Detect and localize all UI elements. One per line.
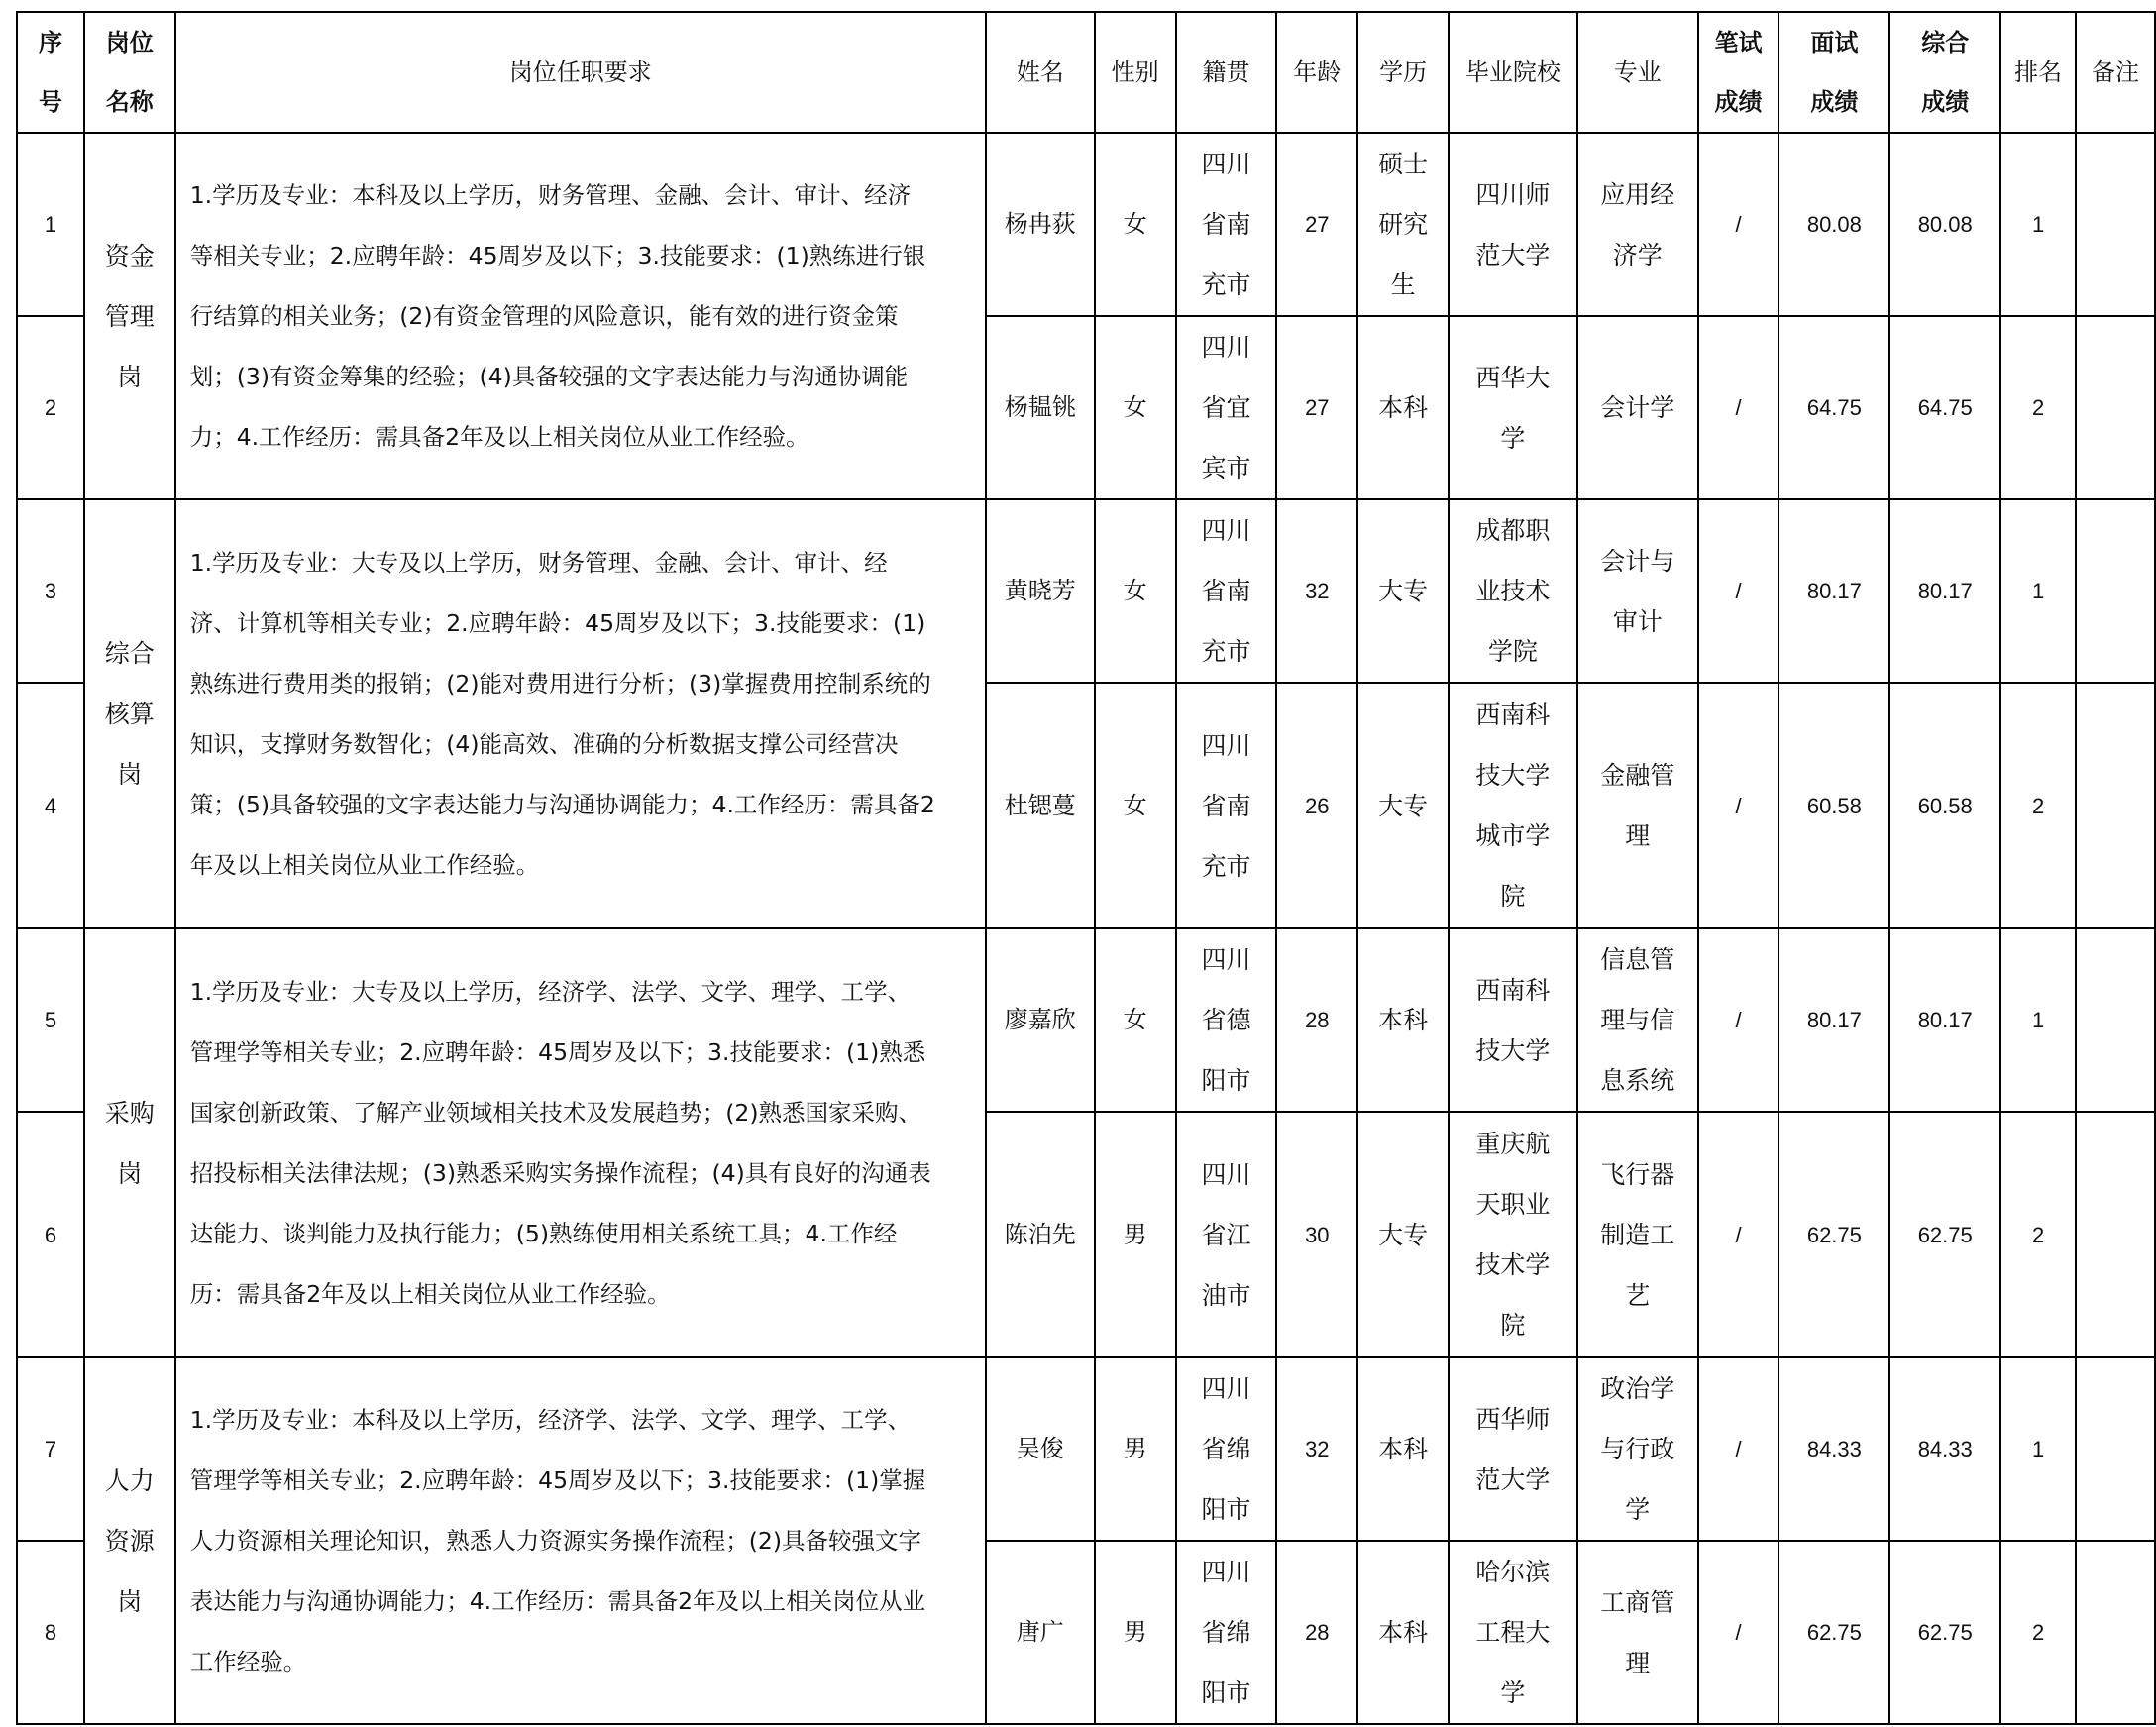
remark-cell	[2076, 133, 2155, 316]
gender-cell: 男	[1095, 1541, 1176, 1724]
hometown-line: 省南	[1201, 577, 1251, 605]
rank-cell: 1	[2000, 928, 2076, 1112]
rank-cell: 2	[2000, 316, 2076, 499]
header-school: 毕业院校	[1449, 12, 1577, 133]
header-remark: 备注	[2076, 12, 2155, 133]
rank-cell: 2	[2000, 1541, 2076, 1724]
major-cell	[1577, 1357, 1698, 1541]
major-cell	[1577, 133, 1698, 316]
total-score-cell: 84.33	[1889, 1357, 2000, 1541]
interview-score-cell: 80.17	[1779, 928, 1889, 1112]
requirement-line: 知识，支撑财务数智化；(4)能高效、准确的分析数据支撑公司经营决	[189, 729, 899, 758]
name-cell: 黄晓芳	[986, 499, 1095, 683]
name-cell: 吴俊	[986, 1357, 1095, 1541]
school-line: 范大学	[1475, 1464, 1551, 1494]
interview-score-cell: 64.75	[1779, 316, 1889, 499]
education-line: 大专	[1378, 577, 1429, 605]
name-cell: 杜锶蔓	[986, 683, 1095, 928]
total-score-cell: 60.58	[1889, 683, 2000, 928]
requirement-line: 管理学等相关专业；2.应聘年龄：45周岁及以下；3.技能要求：(1)掌握	[189, 1465, 926, 1494]
hometown-line: 阳市	[1201, 1066, 1251, 1095]
header-hometown: 籍贯	[1176, 12, 1277, 133]
requirement-line: 划；(3)有资金筹集的经验；(4)具备较强的文字表达能力与沟通协调能	[189, 362, 909, 390]
written-score-cell: /	[1698, 1541, 1779, 1724]
header-gender: 性别	[1095, 12, 1176, 133]
name-cell: 陈泊先	[986, 1112, 1095, 1357]
hometown-line: 充市	[1201, 637, 1251, 666]
position-name-line: 管理	[104, 301, 155, 331]
table-row	[17, 1357, 2155, 1541]
school-cell	[1449, 316, 1577, 499]
hometown-line: 宾市	[1201, 454, 1251, 483]
requirement-line: 国家创新政策、了解产业领域相关技术及发展趋势；(2)熟悉国家采购、	[189, 1098, 922, 1127]
education-cell	[1357, 1541, 1449, 1724]
age-cell: 30	[1276, 1112, 1357, 1357]
name-cell: 杨冉荻	[986, 133, 1095, 316]
requirement-line: 行结算的相关业务；(2)有资金管理的风险意识，能有效的进行资金策	[189, 301, 899, 330]
interview-score-cell: 80.08	[1779, 133, 1889, 316]
hometown-line: 充市	[1201, 851, 1251, 881]
position-name-line: 资金	[104, 241, 155, 270]
written-score-cell: /	[1698, 133, 1779, 316]
major-line: 工商管	[1600, 1587, 1675, 1617]
school-line: 学	[1500, 423, 1526, 453]
header-rank: 排名	[2000, 12, 2076, 133]
table-body	[17, 133, 2155, 1724]
major-cell	[1577, 1112, 1698, 1357]
hometown-cell	[1176, 1541, 1277, 1724]
seq-cell: 4	[17, 683, 84, 928]
requirement-line: 等相关专业；2.应聘年龄：45周岁及以下；3.技能要求：(1)熟练进行银	[189, 241, 926, 270]
school-line: 业技术	[1475, 577, 1551, 605]
school-cell	[1449, 1112, 1577, 1357]
name-cell: 廖嘉欣	[986, 928, 1095, 1112]
header-total-score: 综合 成绩	[1889, 12, 2000, 133]
rank-cell: 1	[2000, 499, 2076, 683]
hometown-line: 充市	[1201, 270, 1251, 299]
major-line: 政治学	[1600, 1374, 1675, 1403]
school-line: 哈尔滨	[1475, 1558, 1551, 1586]
rank-cell: 2	[2000, 1112, 2076, 1357]
major-line: 会计学	[1600, 393, 1675, 422]
header-row	[17, 12, 2155, 133]
rank-cell: 2	[2000, 683, 2076, 928]
requirements-cell	[175, 1357, 986, 1724]
education-cell	[1357, 133, 1449, 316]
hometown-line: 油市	[1201, 1280, 1251, 1310]
seq-cell: 2	[17, 316, 84, 499]
major-cell	[1577, 499, 1698, 683]
remark-cell	[2076, 1541, 2155, 1724]
hometown-line: 省德	[1201, 1006, 1251, 1034]
school-cell	[1449, 928, 1577, 1112]
hometown-line: 省绵	[1201, 1435, 1251, 1463]
position-name-line: 采购	[104, 1098, 155, 1128]
header-requirements: 岗位任职要求	[175, 12, 986, 133]
position-name-cell	[84, 1357, 175, 1724]
remark-cell	[2076, 1112, 2155, 1357]
total-score-cell: 80.08	[1889, 133, 2000, 316]
position-name-line: 综合	[104, 639, 155, 668]
gender-cell: 男	[1095, 1112, 1176, 1357]
requirements-cell	[175, 133, 986, 499]
seq-cell: 7	[17, 1357, 84, 1541]
gender-cell: 女	[1095, 499, 1176, 683]
age-cell: 28	[1276, 1541, 1357, 1724]
hometown-line: 四川	[1201, 1558, 1251, 1586]
written-score-cell: /	[1698, 928, 1779, 1112]
age-cell: 28	[1276, 928, 1357, 1112]
remark-cell	[2076, 683, 2155, 928]
education-cell	[1357, 928, 1449, 1112]
position-name-line: 岗	[117, 1586, 143, 1616]
requirement-line: 1.学历及专业：本科及以上学历，经济学、法学、文学、理学、工学、	[189, 1405, 912, 1434]
hometown-line: 四川	[1201, 516, 1251, 545]
hometown-line: 四川	[1201, 730, 1251, 760]
hometown-line: 省江	[1201, 1220, 1251, 1249]
interview-score-cell: 80.17	[1779, 499, 1889, 683]
written-score-cell: /	[1698, 1112, 1779, 1357]
education-line: 大专	[1378, 1220, 1429, 1249]
school-line: 技术学	[1475, 1250, 1551, 1279]
education-line: 本科	[1378, 1006, 1429, 1034]
school-line: 技大学	[1475, 761, 1551, 790]
written-score-cell: /	[1698, 1357, 1779, 1541]
requirement-line: 熟练进行费用类的报销；(2)能对费用进行分析；(3)掌握费用控制系统的	[189, 669, 931, 698]
education-line: 硕士	[1378, 150, 1429, 178]
education-line: 本科	[1378, 1618, 1429, 1647]
age-cell: 32	[1276, 1357, 1357, 1541]
written-score-cell: /	[1698, 683, 1779, 928]
gender-cell: 女	[1095, 316, 1176, 499]
major-line: 理	[1625, 821, 1651, 850]
total-score-cell: 62.75	[1889, 1112, 2000, 1357]
school-cell	[1449, 1541, 1577, 1724]
school-line: 院	[1500, 882, 1526, 911]
major-cell	[1577, 683, 1698, 928]
requirements-cell	[175, 499, 986, 928]
hometown-line: 省绵	[1201, 1618, 1251, 1647]
education-line: 本科	[1378, 1435, 1429, 1463]
major-line: 审计	[1612, 606, 1663, 636]
total-score-cell: 62.75	[1889, 1541, 2000, 1724]
requirement-line: 历：需具备2年及以上相关岗位从业工作经验。	[189, 1279, 671, 1308]
position-name-line: 岗	[117, 1158, 143, 1188]
interview-score-cell: 62.75	[1779, 1541, 1889, 1724]
header-major: 专业	[1577, 12, 1698, 133]
position-name-line: 岗	[117, 362, 143, 391]
requirement-line: 工作经验。	[189, 1647, 307, 1675]
school-line: 城市学	[1475, 821, 1551, 850]
hometown-cell	[1176, 316, 1277, 499]
interview-score-cell: 84.33	[1779, 1357, 1889, 1541]
total-score-cell: 80.17	[1889, 928, 2000, 1112]
hometown-line: 阳市	[1201, 1495, 1251, 1524]
requirements-cell	[175, 928, 986, 1357]
school-line: 四川师	[1475, 179, 1551, 209]
major-line: 飞行器	[1600, 1159, 1675, 1189]
education-cell	[1357, 316, 1449, 499]
school-line: 范大学	[1475, 240, 1551, 270]
hometown-line: 四川	[1201, 1374, 1251, 1403]
table-row	[17, 499, 2155, 683]
major-line: 理与信	[1600, 1006, 1675, 1034]
header-age: 年龄	[1276, 12, 1357, 133]
age-cell: 27	[1276, 316, 1357, 499]
remark-cell	[2076, 928, 2155, 1112]
school-cell	[1449, 133, 1577, 316]
hometown-cell	[1176, 1112, 1277, 1357]
seq-cell: 5	[17, 928, 84, 1112]
interview-score-cell: 62.75	[1779, 1112, 1889, 1357]
education-line: 研究	[1378, 210, 1429, 239]
school-line: 西南科	[1475, 975, 1551, 1005]
major-line: 济学	[1612, 240, 1663, 270]
table-row	[17, 928, 2155, 1112]
remark-cell	[2076, 1357, 2155, 1541]
hometown-cell	[1176, 1357, 1277, 1541]
major-line: 艺	[1625, 1280, 1651, 1310]
school-line: 学院	[1487, 637, 1538, 666]
school-cell	[1449, 1357, 1577, 1541]
hometown-line: 四川	[1201, 150, 1251, 178]
school-line: 工程大	[1475, 1618, 1551, 1647]
education-line: 大专	[1378, 791, 1429, 820]
education-cell	[1357, 1357, 1449, 1541]
school-line: 天职业	[1475, 1190, 1551, 1219]
remark-cell	[2076, 316, 2155, 499]
seq-cell: 6	[17, 1112, 84, 1357]
school-line: 院	[1500, 1311, 1526, 1340]
requirement-line: 力；4.工作经历：需具备2年及以上相关岗位从业工作经验。	[189, 422, 809, 451]
requirement-line: 管理学等相关专业；2.应聘年龄：45周岁及以下；3.技能要求：(1)熟悉	[189, 1037, 926, 1066]
name-cell: 唐广	[986, 1541, 1095, 1724]
school-line: 学	[1500, 1678, 1526, 1707]
age-cell: 32	[1276, 499, 1357, 683]
major-cell	[1577, 316, 1698, 499]
remark-cell	[2076, 499, 2155, 683]
recruitment-results-table	[16, 11, 2156, 1725]
written-score-cell: /	[1698, 499, 1779, 683]
school-cell	[1449, 499, 1577, 683]
written-score-cell: /	[1698, 316, 1779, 499]
education-cell	[1357, 683, 1449, 928]
hometown-line: 省宜	[1201, 393, 1251, 422]
hometown-line: 四川	[1201, 333, 1251, 362]
major-cell	[1577, 928, 1698, 1112]
major-line: 制造工	[1600, 1220, 1675, 1249]
position-name-cell	[84, 133, 175, 499]
major-line: 学	[1625, 1495, 1651, 1524]
school-line: 重庆航	[1475, 1130, 1551, 1158]
education-line: 生	[1390, 270, 1416, 299]
header-education: 学历	[1357, 12, 1449, 133]
hometown-line: 四川	[1201, 1159, 1251, 1189]
header-position: 岗位 名称	[84, 12, 175, 133]
school-cell	[1449, 683, 1577, 928]
gender-cell: 男	[1095, 1357, 1176, 1541]
major-line: 与行政	[1600, 1435, 1675, 1463]
requirement-line: 表达能力与沟通协调能力；4.工作经历：需具备2年及以上相关岗位从业	[189, 1586, 926, 1615]
header-seq: 序 号	[17, 12, 84, 133]
age-cell: 27	[1276, 133, 1357, 316]
major-line: 应用经	[1600, 179, 1675, 209]
interview-score-cell: 60.58	[1779, 683, 1889, 928]
school-line: 西华师	[1475, 1404, 1551, 1434]
school-line: 成都职	[1475, 516, 1551, 545]
education-cell	[1357, 499, 1449, 683]
hometown-cell	[1176, 928, 1277, 1112]
school-line: 西南科	[1475, 701, 1551, 729]
header-written-score: 笔试 成绩	[1698, 12, 1779, 133]
gender-cell: 女	[1095, 133, 1176, 316]
education-line: 本科	[1378, 393, 1429, 422]
requirement-line: 人力资源相关理论知识，熟悉人力资源实务操作流程；(2)具备较强文字	[189, 1526, 922, 1555]
hometown-line: 阳市	[1201, 1678, 1251, 1707]
requirement-line: 年及以上相关岗位从业工作经验。	[189, 850, 540, 879]
seq-cell: 8	[17, 1541, 84, 1724]
position-name-line: 人力	[104, 1465, 155, 1495]
header-name: 姓名	[986, 12, 1095, 133]
position-name-cell	[84, 928, 175, 1357]
hometown-line: 四川	[1201, 945, 1251, 974]
hometown-cell	[1176, 133, 1277, 316]
hometown-cell	[1176, 683, 1277, 928]
total-score-cell: 64.75	[1889, 316, 2000, 499]
age-cell: 26	[1276, 683, 1357, 928]
requirement-line: 1.学历及专业：本科及以上学历，财务管理、金融、会计、审计、经济	[189, 180, 912, 209]
position-name-cell	[84, 499, 175, 928]
school-line: 西华大	[1475, 363, 1551, 392]
major-line: 信息管	[1600, 945, 1675, 974]
position-name-line: 资源	[104, 1526, 155, 1556]
total-score-cell: 80.17	[1889, 499, 2000, 683]
hometown-line: 省南	[1201, 210, 1251, 239]
requirement-line: 策；(5)具备较强的文字表达能力与沟通协调能力；4.工作经历：需具备2	[189, 790, 935, 818]
hometown-cell	[1176, 499, 1277, 683]
seq-cell: 3	[17, 499, 84, 683]
major-line: 息系统	[1600, 1066, 1675, 1095]
education-cell	[1357, 1112, 1449, 1357]
requirement-line: 济、计算机等相关专业；2.应聘年龄：45周岁及以下；3.技能要求：(1)	[189, 608, 926, 637]
seq-cell: 1	[17, 133, 84, 316]
position-name-line: 核算	[104, 700, 155, 728]
hometown-line: 省南	[1201, 791, 1251, 820]
position-name-line: 岗	[117, 760, 143, 789]
rank-cell: 1	[2000, 133, 2076, 316]
major-line: 金融管	[1600, 761, 1675, 790]
gender-cell: 女	[1095, 683, 1176, 928]
major-cell	[1577, 1541, 1698, 1724]
header-interview-score: 面试 成绩	[1779, 12, 1889, 133]
table-row	[17, 133, 2155, 316]
name-cell: 杨韫铫	[986, 316, 1095, 499]
requirement-line: 招投标相关法律法规；(3)熟悉采购实务操作流程；(4)具有良好的沟通表	[189, 1158, 931, 1187]
requirement-line: 1.学历及专业：大专及以上学历，财务管理、金融、会计、审计、经	[189, 548, 888, 577]
requirement-line: 1.学历及专业：大专及以上学历，经济学、法学、文学、理学、工学、	[189, 977, 912, 1006]
rank-cell: 1	[2000, 1357, 2076, 1541]
requirement-line: 达能力、谈判能力及执行能力；(5)熟练使用相关系统工具；4.工作经	[189, 1219, 898, 1247]
gender-cell: 女	[1095, 928, 1176, 1112]
major-line: 会计与	[1600, 546, 1675, 576]
major-line: 理	[1625, 1648, 1651, 1677]
school-line: 技大学	[1475, 1035, 1551, 1065]
